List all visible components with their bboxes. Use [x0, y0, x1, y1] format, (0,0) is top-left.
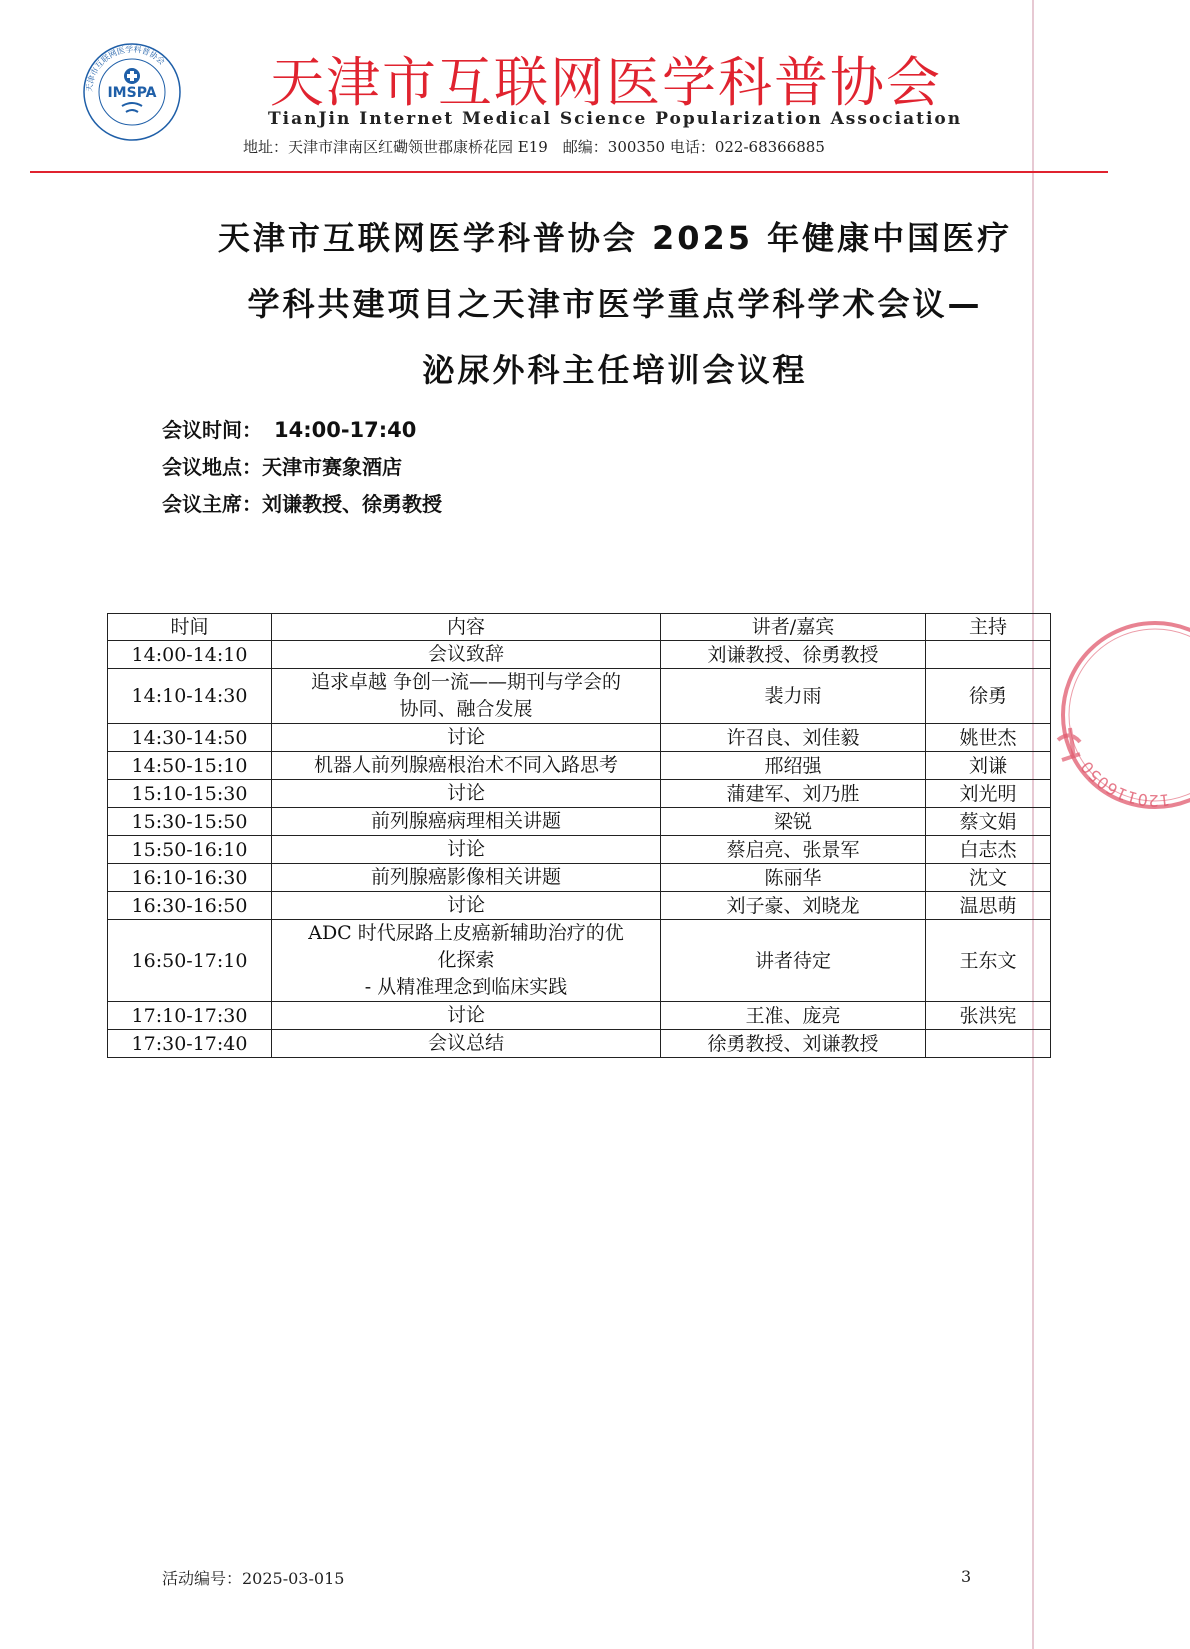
title-line-2: 学科共建项目之天津市医学重点学科学术会议—	[247, 285, 983, 323]
agenda-row	[108, 780, 1051, 808]
agenda-time-cell: 16:50-17:10	[108, 920, 272, 1002]
agenda-host-cell: 姚世杰	[926, 724, 1051, 752]
agenda-row	[108, 724, 1051, 752]
agenda-host-cell: 蔡文娟	[926, 808, 1051, 836]
meeting-location-row	[162, 449, 442, 486]
agenda-host-cell: 刘光明	[926, 780, 1051, 808]
meeting-location-value: 天津市赛象酒店	[262, 455, 402, 479]
agenda-row	[108, 1002, 1051, 1030]
org-title: 天津市互联网医学科普协会	[270, 51, 942, 114]
svg-text:120116050	[1075, 745, 1172, 820]
agenda-content-cell	[272, 641, 661, 669]
meeting-info	[162, 412, 442, 523]
agenda-time-cell: 15:30-15:50	[108, 808, 272, 836]
agenda-speaker-cell: 刘子豪、刘晓龙	[661, 892, 926, 920]
agenda-speaker-cell: 刘谦教授、徐勇教授	[661, 641, 926, 669]
agenda-row	[108, 752, 1051, 780]
agenda-time-cell: 14:00-14:10	[108, 641, 272, 669]
agenda-time-cell: 17:30-17:40	[108, 1030, 272, 1058]
agenda-time-cell: 16:10-16:30	[108, 864, 272, 892]
agenda-content-line: 会议致辞	[427, 643, 504, 665]
agenda-time-cell: 14:50-15:10	[108, 752, 272, 780]
agenda-content-cell	[272, 752, 661, 780]
logo-ring-text: 天津市互联网医学科普协会	[84, 44, 167, 93]
agenda-content-line: 会议总结	[427, 1032, 504, 1054]
agenda-row	[108, 836, 1051, 864]
meeting-time-value: 14:00-17:40	[274, 418, 417, 442]
agenda-time-cell: 17:10-17:30	[108, 1002, 272, 1030]
agenda-row	[108, 920, 1051, 1002]
agenda-header-row	[108, 614, 1051, 641]
agenda-speaker-cell: 徐勇教授、刘谦教授	[661, 1030, 926, 1058]
logo-text: IMSPA	[107, 85, 157, 101]
header-content: 内容	[272, 614, 661, 641]
agenda-host-cell: 沈文	[926, 864, 1051, 892]
agenda-host-cell: 刘谦	[926, 752, 1051, 780]
agenda-time-cell: 14:30-14:50	[108, 724, 272, 752]
agenda-speaker-cell: 裴力雨	[661, 669, 926, 724]
agenda-content-line: 前列腺癌影像相关讲题	[370, 866, 561, 888]
agenda-content-line: 协同、融合发展	[399, 698, 533, 720]
header-host: 主持	[926, 614, 1051, 641]
agenda-body	[108, 641, 1051, 1058]
agenda-row	[108, 641, 1051, 669]
agenda-speaker-cell: 蒲建军、刘乃胜	[661, 780, 926, 808]
agenda-content-line: 追求卓越 争创一流——期刊与学会的	[310, 671, 622, 693]
agenda-speaker-cell: 陈丽华	[661, 864, 926, 892]
agenda-host-cell	[926, 641, 1051, 669]
agenda-content-line: 机器人前列腺癌根治术不同入路思考	[313, 754, 618, 776]
seal-number-text: 120116050	[1076, 757, 1171, 811]
agenda-speaker-cell: 蔡启亮、张景军	[661, 836, 926, 864]
agenda-host-cell: 张洪宪	[926, 1002, 1051, 1030]
title-line-3: 泌尿外科主任培训会议程	[422, 351, 808, 389]
header-speaker: 讲者/嘉宾	[661, 614, 926, 641]
agenda-speaker-cell: 讲者待定	[661, 920, 926, 1002]
agenda-speaker-cell: 邢绍强	[661, 752, 926, 780]
agenda-content-line: 讨论	[446, 894, 485, 916]
agenda-host-cell: 王东文	[926, 920, 1051, 1002]
agenda-row	[108, 1030, 1051, 1058]
page-number: 3	[961, 1567, 972, 1586]
agenda-content-line: ADC 时代尿路上皮癌新辅助治疗的优	[308, 922, 624, 944]
agenda-content-line: 讨论	[446, 782, 485, 804]
meeting-time-row	[162, 412, 442, 449]
agenda-content-line: - 从精准理念到临床实践	[364, 976, 568, 998]
agenda-content-cell	[272, 836, 661, 864]
agenda-content-line: 前列腺癌病理相关讲题	[370, 810, 561, 832]
meeting-chair-label: 会议主席：	[162, 492, 262, 516]
agenda-time-cell: 14:10-14:30	[108, 669, 272, 724]
agenda-content-line: 讨论	[446, 1004, 485, 1026]
activity-number: 活动编号：2025-03-015	[162, 1569, 345, 1588]
agenda-content-line: 讨论	[446, 726, 485, 748]
agenda-content-cell	[272, 892, 661, 920]
agenda-time-cell: 15:50-16:10	[108, 836, 272, 864]
agenda-content-line: 讨论	[446, 838, 485, 860]
agenda-row	[108, 669, 1051, 724]
agenda-host-cell: 徐勇	[926, 669, 1051, 724]
agenda-content-cell	[272, 864, 661, 892]
title-line-1: 天津市互联网医学科普协会 2025 年健康中国医疗	[217, 219, 1013, 257]
agenda-time-cell: 15:10-15:30	[108, 780, 272, 808]
agenda-content-cell	[272, 780, 661, 808]
meeting-location-label: 会议地点：	[162, 455, 262, 479]
agenda-content-cell	[272, 1030, 661, 1058]
agenda-content-cell	[272, 808, 661, 836]
agenda-content-line: 化探索	[437, 949, 495, 971]
org-english-name: TianJin Internet Medical Science Popularization Association	[268, 109, 963, 129]
official-seal-icon	[1050, 610, 1190, 820]
agenda-row	[108, 892, 1051, 920]
agenda-speaker-cell: 梁锐	[661, 808, 926, 836]
document-title	[110, 205, 1120, 403]
agenda-row	[108, 864, 1051, 892]
header-divider	[30, 171, 1108, 173]
imspa-logo-icon	[82, 42, 182, 142]
agenda-content-cell	[272, 669, 661, 724]
agenda-time-cell: 16:30-16:50	[108, 892, 272, 920]
meeting-time-label: 会议时间：	[162, 418, 262, 442]
agenda-host-cell: 温思萌	[926, 892, 1051, 920]
agenda-speaker-cell: 王准、庞亮	[661, 1002, 926, 1030]
agenda-host-cell: 白志杰	[926, 836, 1051, 864]
agenda-row	[108, 808, 1051, 836]
agenda-speaker-cell: 许召良、刘佳毅	[661, 724, 926, 752]
agenda-content-cell	[272, 724, 661, 752]
agenda-content-cell	[272, 920, 661, 1002]
meeting-chair-value: 刘谦教授、徐勇教授	[262, 492, 442, 516]
org-address: 地址：天津市津南区红磡领世郡康桥花园 E19 邮编：300350 电话：022-68366885	[243, 138, 825, 156]
header-time: 时间	[108, 614, 272, 641]
agenda-host-cell	[926, 1030, 1051, 1058]
meeting-chair-row	[162, 486, 442, 523]
agenda-table	[107, 613, 1051, 1058]
agenda-content-cell	[272, 1002, 661, 1030]
